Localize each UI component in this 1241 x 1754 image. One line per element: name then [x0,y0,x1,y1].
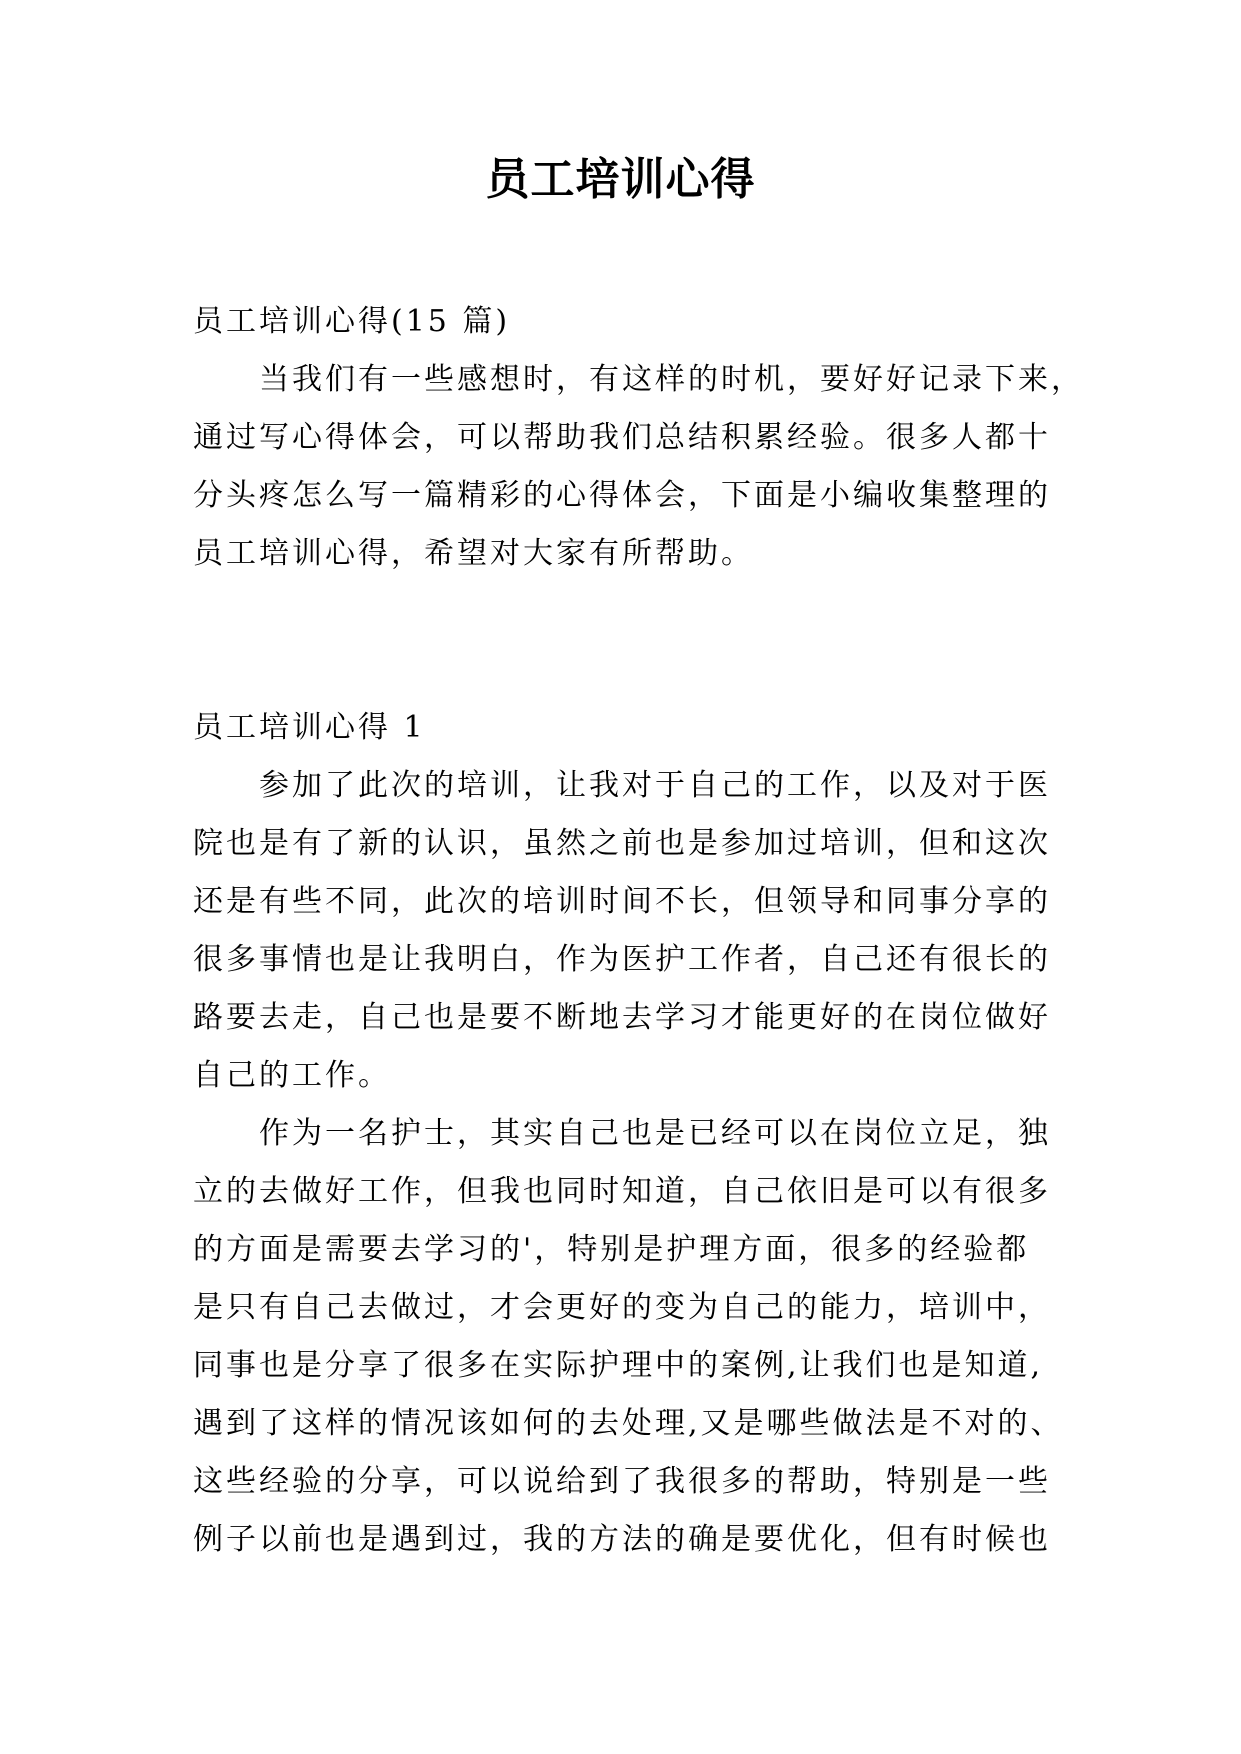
paragraph-line: 同事也是分享了很多在实际护理中的案例,让我们也是知道, [193,1348,1044,1383]
paragraph-line: 立的去做好工作，但我也同时知道，自己依旧是可以有很多 [193,1174,1051,1209]
paragraph-line: 例子以前也是遇到过，我的方法的确是要优化，但有时候也 [193,1522,1051,1557]
section-heading: 员工培训心得 1 [193,710,426,745]
document-body [193,293,1084,1569]
paragraph-line: 遇到了这样的情况该如何的去处理,又是哪些做法是不对的、 [193,1406,1064,1441]
paragraph-line: 参加了此次的培训，让我对于自己的工作，以及对于医 [259,768,1051,803]
paragraph-line: 路要去走，自己也是要不断地去学习才能更好的在岗位做好 [193,1000,1051,1035]
intro-line: 员工培训心得，希望对大家有所帮助。 [193,536,754,571]
paragraph-line: 作为一名护士，其实自己也是已经可以在岗位立足，独 [259,1116,1051,1151]
subtitle: 员工培训心得(15 篇) [193,304,511,339]
paragraph-line: 还是有些不同，此次的培训时间不长，但领导和同事分享的 [193,884,1051,919]
intro-line: 通过写心得体会，可以帮助我们总结积累经验。很多人都十 [193,420,1051,455]
paragraph-line: 很多事情也是让我明白，作为医护工作者，自己还有很长的 [193,942,1051,977]
section-spacer [193,583,1055,699]
paragraph-line: 的方面是需要去学习的'，特别是护理方面，很多的经验都 [193,1232,1030,1267]
intro-line: 当我们有一些感想时，有这样的时机，要好好记录下来， [259,362,1084,397]
intro-line: 分头疼怎么写一篇精彩的心得体会，下面是小编收集整理的 [193,478,1051,513]
document-title: 员工培训心得 [485,154,756,205]
paragraph-line: 这些经验的分享，可以说给到了我很多的帮助，特别是一些 [193,1464,1051,1499]
paragraph-line: 院也是有了新的认识，虽然之前也是参加过培训，但和这次 [193,826,1051,861]
paragraph-line: 自己的工作。 [193,1058,391,1093]
paragraph-line: 是只有自己去做过，才会更好的变为自己的能力，培训中， [193,1290,1051,1325]
